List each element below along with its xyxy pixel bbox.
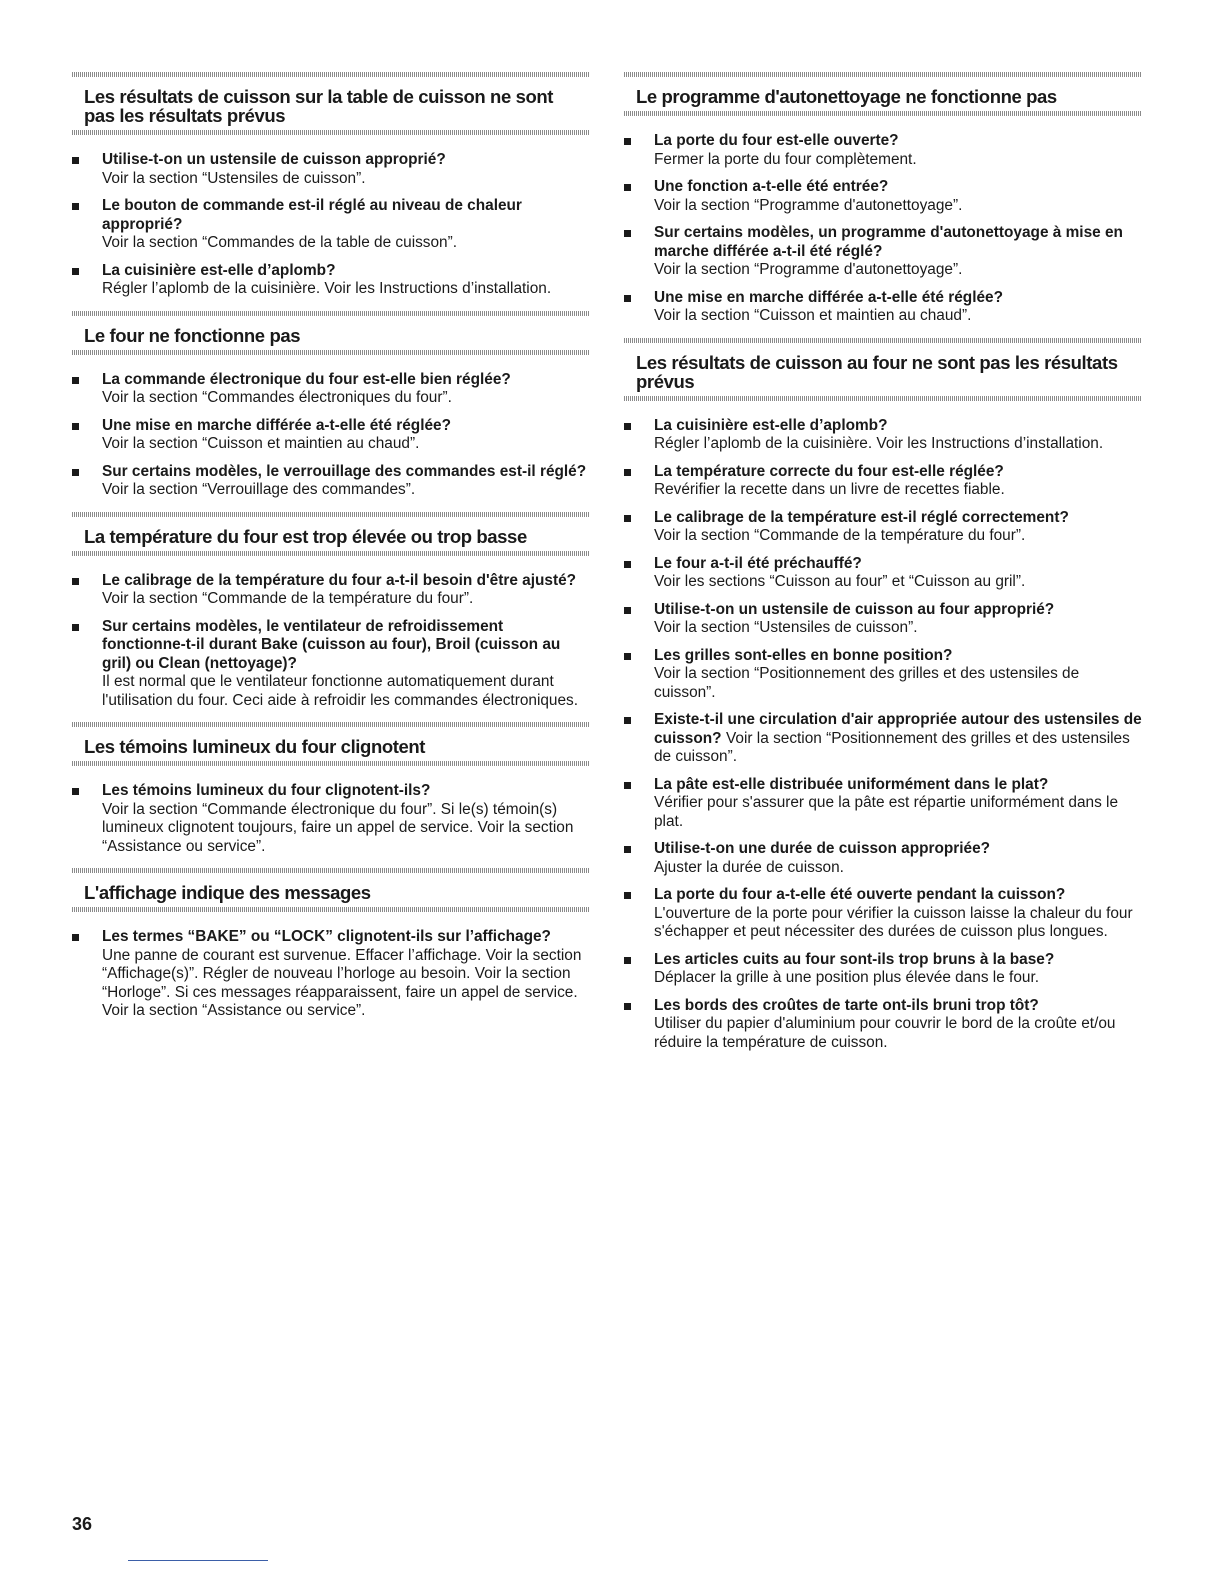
square-bullet-icon bbox=[624, 423, 631, 430]
answer-text: Voir la section “Commande de la température du four”. bbox=[654, 527, 1026, 544]
square-bullet-icon bbox=[624, 607, 631, 614]
answer-text: Voir la section “Ustensiles de cuisson”. bbox=[102, 169, 366, 187]
question-text: La température correcte du four est-elle réglée? bbox=[654, 462, 1004, 480]
answer-text: Voir la section “Verrouillage des commandes”. bbox=[102, 481, 416, 498]
footer-rule bbox=[128, 1560, 268, 1561]
square-bullet-icon bbox=[72, 788, 79, 795]
answer-text: Revérifier la recette dans un livre de recettes fiable. bbox=[654, 481, 1005, 498]
list-item bbox=[624, 289, 1142, 326]
square-bullet-icon bbox=[72, 934, 79, 941]
list-item bbox=[624, 224, 1142, 280]
list-item bbox=[624, 463, 1142, 500]
answer-text: Déplacer la grille à une position plus élevée dans le four. bbox=[654, 969, 1040, 986]
square-bullet-icon bbox=[72, 203, 79, 210]
square-bullet-icon bbox=[624, 717, 631, 724]
question-text: Les articles cuits au four sont-ils trop bruns à la base? bbox=[654, 950, 1055, 968]
answer-text: Ajuster la durée de cuisson. bbox=[654, 858, 844, 876]
answer-text: Voir la section “Commandes électroniques du four”. bbox=[102, 389, 452, 406]
question-text: Les termes “BAKE” ou “LOCK” clignotent-ils sur l’affichage? bbox=[102, 928, 551, 945]
question-text: Sur certains modèles, un programme d'autonettoyage à mise en marche différée a-t-il été réglé? bbox=[654, 224, 1123, 260]
answer-text: Voir la section “Commande électronique du four”. Si le(s) témoin(s) lumineux clignotent toujours, faire un appel de service. Voir la section “Assistance ou service”. bbox=[102, 800, 574, 855]
question-text: Une mise en marche différée a-t-elle été réglée? bbox=[654, 288, 1003, 306]
list-item bbox=[72, 572, 590, 609]
answer-text: Voir la section “Programme d'autonettoyage”. bbox=[654, 261, 963, 278]
square-bullet-icon bbox=[624, 515, 631, 522]
question-text: Les témoins lumineux du four clignotent-ils? bbox=[102, 782, 431, 799]
square-bullet-icon bbox=[624, 184, 631, 191]
right-column bbox=[624, 72, 1142, 1064]
list-item bbox=[624, 178, 1142, 215]
square-bullet-icon bbox=[624, 653, 631, 660]
section-bottom-rule bbox=[72, 350, 590, 355]
section-bottom-rule bbox=[72, 907, 590, 912]
troubleshooting-section bbox=[72, 512, 590, 711]
section-title: Les résultats de cuisson sur la table de cuisson ne sont pas les résultats prévus bbox=[84, 86, 554, 126]
question-list bbox=[72, 371, 590, 500]
question-text: La cuisinière est-elle d’aplomb? bbox=[654, 416, 888, 434]
answer-text: Régler l’aplomb de la cuisinière. Voir les Instructions d’installation. bbox=[102, 280, 552, 297]
list-item bbox=[72, 197, 590, 253]
question-text: La porte du four a-t-elle été ouverte pendant la cuisson? bbox=[654, 886, 1066, 903]
list-item bbox=[624, 555, 1142, 592]
list-item bbox=[72, 417, 590, 454]
section-title: La température du four est trop élevée ou trop basse bbox=[84, 525, 527, 547]
list-item bbox=[72, 463, 590, 500]
question-text: Utilise-t-on un ustensile de cuisson approprié? bbox=[102, 151, 446, 168]
troubleshooting-section bbox=[72, 722, 590, 856]
answer-text: Utiliser du papier d'aluminium pour couvrir le bord de la croûte et/ou réduire la température de cuisson. bbox=[654, 1015, 1116, 1051]
square-bullet-icon bbox=[624, 295, 631, 302]
question-text: Les bords des croûtes de tarte ont-ils bruni trop tôt? bbox=[654, 996, 1039, 1014]
question-text: Sur certains modèles, le verrouillage des commandes est-il réglé? bbox=[102, 462, 587, 480]
question-list bbox=[624, 132, 1142, 326]
section-bottom-rule bbox=[72, 551, 590, 556]
list-item bbox=[72, 928, 590, 1021]
question-text: Le calibrage de la température est-il réglé correctement? bbox=[654, 508, 1069, 526]
section-bottom-rule bbox=[624, 396, 1142, 401]
square-bullet-icon bbox=[72, 423, 79, 430]
left-column bbox=[72, 72, 590, 1033]
question-text: Sur certains modèles, le ventilateur de refroidissement fonctionne-t-il durant Bake (cuisson au four), Broil (cuisson au gril) ou Clean (nettoyage)? bbox=[102, 617, 561, 672]
square-bullet-icon bbox=[624, 230, 631, 237]
section-title: Les résultats de cuisson au four ne sont pas les résultats prévus bbox=[636, 351, 1118, 392]
answer-text: Voir la section “Programme d'autonettoyage”. bbox=[654, 196, 963, 214]
troubleshooting-section bbox=[72, 868, 590, 1021]
list-item bbox=[624, 647, 1142, 703]
square-bullet-icon bbox=[72, 157, 79, 164]
list-item bbox=[72, 262, 590, 299]
section-bottom-rule bbox=[72, 761, 590, 766]
square-bullet-icon bbox=[72, 624, 79, 631]
question-list bbox=[72, 572, 590, 711]
answer-text: Voir la section “Positionnement des grilles et des ustensiles de cuisson”. bbox=[654, 729, 1130, 765]
list-item bbox=[624, 132, 1142, 169]
section-title: L'affichage indique des messages bbox=[84, 882, 371, 903]
answer-text: Voir la section “Commande de la température du four”. bbox=[102, 590, 474, 607]
list-item bbox=[624, 417, 1142, 454]
answer-text: Voir les sections “Cuisson au four” et “Cuisson au gril”. bbox=[654, 573, 1026, 590]
answer-text: Voir la section “Commandes de la table de cuisson”. bbox=[102, 234, 458, 251]
square-bullet-icon bbox=[624, 138, 631, 145]
square-bullet-icon bbox=[624, 1003, 631, 1010]
list-item bbox=[72, 371, 590, 408]
question-text: La cuisinière est-elle d’aplomb? bbox=[102, 261, 336, 279]
question-text: La pâte est-elle distribuée uniformément dans le plat? bbox=[654, 775, 1049, 793]
list-item bbox=[72, 618, 590, 711]
question-text: Le four a-t-il été préchauffé? bbox=[654, 554, 862, 572]
square-bullet-icon bbox=[624, 957, 631, 964]
section-title: Le four ne fonctionne pas bbox=[84, 324, 301, 346]
list-item bbox=[624, 711, 1142, 767]
question-text: Les grilles sont-elles en bonne position? bbox=[654, 646, 953, 664]
list-item bbox=[72, 782, 590, 856]
answer-text: Voir la section “Positionnement des grilles et des ustensiles de cuisson”. bbox=[654, 665, 1080, 701]
list-item bbox=[624, 997, 1142, 1053]
question-text: Utilise-t-on une durée de cuisson appropriée? bbox=[654, 840, 991, 857]
page-number: 36 bbox=[72, 1514, 93, 1534]
answer-text: Régler l’aplomb de la cuisinière. Voir les Instructions d’installation. bbox=[654, 435, 1104, 452]
section-title: Le programme d'autonettoyage ne fonctionne pas bbox=[636, 86, 1057, 107]
square-bullet-icon bbox=[72, 469, 79, 476]
question-text: Une fonction a-t-elle été entrée? bbox=[654, 178, 889, 195]
question-text: Utilise-t-on un ustensile de cuisson au four approprié? bbox=[654, 600, 1055, 618]
question-list bbox=[72, 782, 590, 856]
section-bottom-rule bbox=[72, 130, 590, 135]
answer-text: Voir la section “Cuisson et maintien au chaud”. bbox=[102, 435, 420, 452]
square-bullet-icon bbox=[624, 561, 631, 568]
list-item bbox=[624, 886, 1142, 942]
list-item bbox=[624, 601, 1142, 638]
question-text: Le bouton de commande est-il réglé au niveau de chaleur approprié? bbox=[102, 197, 522, 233]
section-bottom-rule bbox=[624, 111, 1142, 116]
answer-text: Voir la section “Cuisson et maintien au chaud”. bbox=[654, 307, 972, 324]
troubleshooting-section bbox=[72, 311, 590, 500]
section-title: Les témoins lumineux du four clignotent bbox=[84, 736, 426, 757]
square-bullet-icon bbox=[624, 469, 631, 476]
square-bullet-icon bbox=[624, 892, 631, 899]
answer-text: L'ouverture de la porte pour vérifier la cuisson laisse la chaleur du four s'échapper et peut nécessiter des durées de cuisson plus longues. bbox=[654, 904, 1133, 940]
question-list bbox=[624, 417, 1142, 1053]
troubleshooting-section bbox=[624, 338, 1142, 1053]
question-text: Le calibrage de la température du four a-t-il besoin d'être ajusté? bbox=[102, 571, 577, 589]
question-text: La commande électronique du four est-elle bien réglée? bbox=[102, 370, 511, 388]
question-text: La porte du four est-elle ouverte? bbox=[654, 132, 899, 149]
answer-text: Vérifier pour s'assurer que la pâte est répartie uniformément dans le plat. bbox=[654, 794, 1119, 830]
question-list bbox=[72, 928, 590, 1021]
square-bullet-icon bbox=[72, 377, 79, 384]
answer-text: Une panne de courant est survenue. Effacer l’affichage. Voir la section “Affichage(s)”. Régler de nouveau l’horloge au besoin. Voir la section “Horloge”. Si ces messages réapparaissent, faire un appel de service. Voir la section “Assistance ou service”. bbox=[102, 946, 582, 1019]
list-item bbox=[72, 151, 590, 188]
answer-text: Il est normal que le ventilateur fonctionne automatiquement durant l'utilisation du four. Ceci aide à refroidir les commandes électroniques. bbox=[102, 673, 579, 709]
list-item bbox=[624, 509, 1142, 546]
list-item bbox=[624, 840, 1142, 877]
square-bullet-icon bbox=[624, 846, 631, 853]
answer-text: Fermer la porte du four complètement. bbox=[654, 150, 917, 168]
list-item bbox=[624, 951, 1142, 988]
square-bullet-icon bbox=[72, 578, 79, 585]
square-bullet-icon bbox=[72, 268, 79, 275]
troubleshooting-section bbox=[72, 72, 590, 299]
answer-text: Voir la section “Ustensiles de cuisson”. bbox=[654, 619, 918, 636]
troubleshooting-section bbox=[624, 72, 1142, 326]
question-text: Existe-t-il une circulation d'air appropriée autour des ustensiles de cuisson? bbox=[654, 711, 1142, 747]
square-bullet-icon bbox=[624, 782, 631, 789]
question-text: Une mise en marche différée a-t-elle été réglée? bbox=[102, 416, 451, 434]
list-item bbox=[624, 776, 1142, 832]
question-list bbox=[72, 151, 590, 299]
